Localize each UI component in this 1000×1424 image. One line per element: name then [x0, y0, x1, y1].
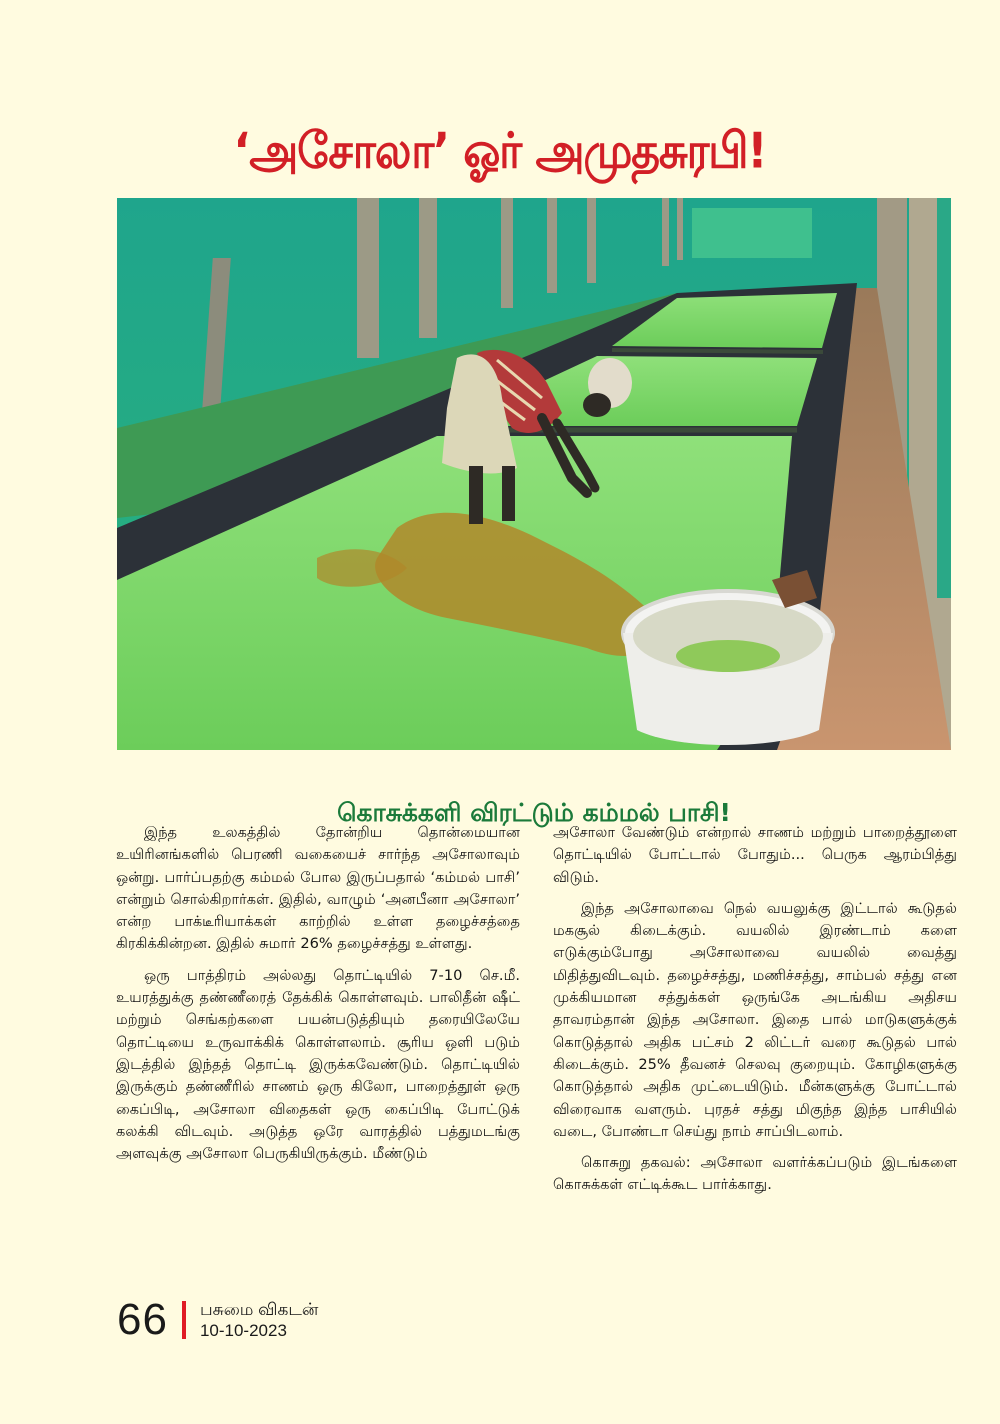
article-paragraph: இந்த அசோலாவை நெல் வயலுக்கு இட்டால் கூடுதல் மகசூல் கிடைக்கும். வயலில் இரண்டாம் களை எடுக்கும்போது அசோலாவை வயலில் வைத்து மிதித்துவிடவும். தழைச்சத்து, மணிச்சத்து, சாம்பல் சத்து என முக்கியமான சத்துக்கள் ஒருங்கே அடங்கிய அதிசய தாவரம்தான் இந்த அசோலா. இதை பால் மாடுகளுக்குக் கொடுத்தால் அதிக பட்சம் 2 லிட்டர் வரை கூடுதல் பால் கிடைக்கும். 25% தீவனச் செலவு குறையும். கோழிகளுக்கு கொடுத்தால் அதிக முட்டையிடும். மீன்களுக்கு போட்டால் விரைவாக வளரும். புரதச் சத்து மிகுந்த இந்த பாசியில் வடை, போண்டா செய்து நாம் சாப்பிடலாம். [553, 899, 957, 1140]
article-paragraph: ஒரு பாத்திரம் அல்லது தொட்டியில் 7-10 செ.மீ. உயரத்துக்கு தண்ணீரைத் தேக்கிக் கொள்ளவும். பாலிதீன் ஷீட் மற்றும் செங்கற்களை பயன்படுத்தியும் தரையிலேயே தொட்டியை உருவாக்கிக் கொள்ளலாம். சூரிய ஒளி படும் இடத்தில் இந்தத் தொட்டி இருக்கவேண்டும். தொட்டியில் இருக்கும் தண்ணீரில் சாணம் ஒரு கிலோ, பாறைத்தூள் ஒரு கைப்பிடி, அசோலா விதைகள் ஒரு கைப்பிடி போட்டுக் கலக்கி விடவும். அடுத்த ஒரே வாரத்தில் பத்துமடங்கு அளவுக்கு அசோலா பெருகியிருக்கும். மீண்டும் [116, 966, 520, 1163]
footer-divider-bar [182, 1301, 186, 1339]
page-footer [117, 1292, 318, 1348]
article-headline: ‘அசோலா’ ஓர் அமுதசுரபி! [233, 123, 767, 181]
article-photo [117, 198, 951, 750]
issue-date: 10-10-2023 [199, 1321, 287, 1340]
article-subheading: கொசுக்களி விரட்டும் கம்மல் பாசி! [337, 797, 731, 827]
article-paragraph-continued: அசோலா வேண்டும் என்றால் சாணம் மற்றும் பாறைத்தூளை தொட்டியில் போட்டால் போதும்... பெருக ஆரம்பித்து விடும். [553, 824, 957, 886]
photo-image-icon [117, 198, 951, 750]
trivia-note: கொசுறு தகவல்: அசோலா வளர்க்கப்படும் இடங்களை கொசுக்கள் எட்டிக்கூட பார்க்காது. [553, 1154, 957, 1194]
magazine-name: பசுமை விகடன் [199, 1300, 319, 1319]
article-paragraph: இந்த உலகத்தில் தோன்றிய தொன்மையான உயிரினங்களில் பெரணி வகையைச் சார்ந்த அசோலாவும் ஒன்று. பார்ப்பதற்கு கம்மல் போல இருப்பதால் ‘கம்மல் பாசி’ என்றும் சொல்கிறார்கள். இதில், வாழும் ‘அனபீனா அசோலா’ என்ற பாக்டீரியாக்கள் காற்றில் உள்ள தழைச்சத்தை கிரகிக்கின்றன. இதில் சுமார் 26% தழைச்சத்து உள்ளது. [116, 824, 520, 953]
article-column-left [116, 822, 520, 1174]
page-number: 66 [117, 1295, 168, 1344]
footer-publication-info [200, 1299, 318, 1341]
article-column-right [553, 822, 957, 1206]
